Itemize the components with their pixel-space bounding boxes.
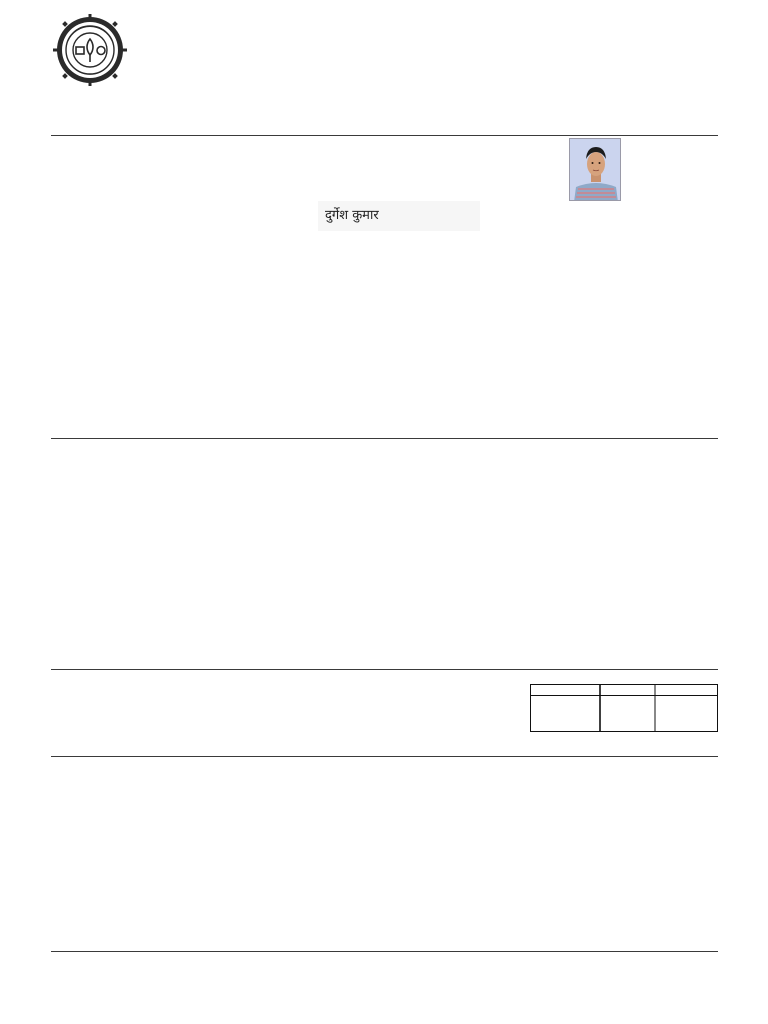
section-divider <box>51 951 718 952</box>
section-divider <box>51 135 718 136</box>
candidate-name-field <box>318 201 480 231</box>
result-table <box>530 684 718 732</box>
candidate-name: दुर्गेश कुमार <box>325 208 379 223</box>
university-seal-icon <box>52 14 128 86</box>
candidate-photo <box>569 138 621 201</box>
section-divider <box>51 438 718 439</box>
section-divider <box>51 756 718 757</box>
section-divider <box>51 669 718 670</box>
